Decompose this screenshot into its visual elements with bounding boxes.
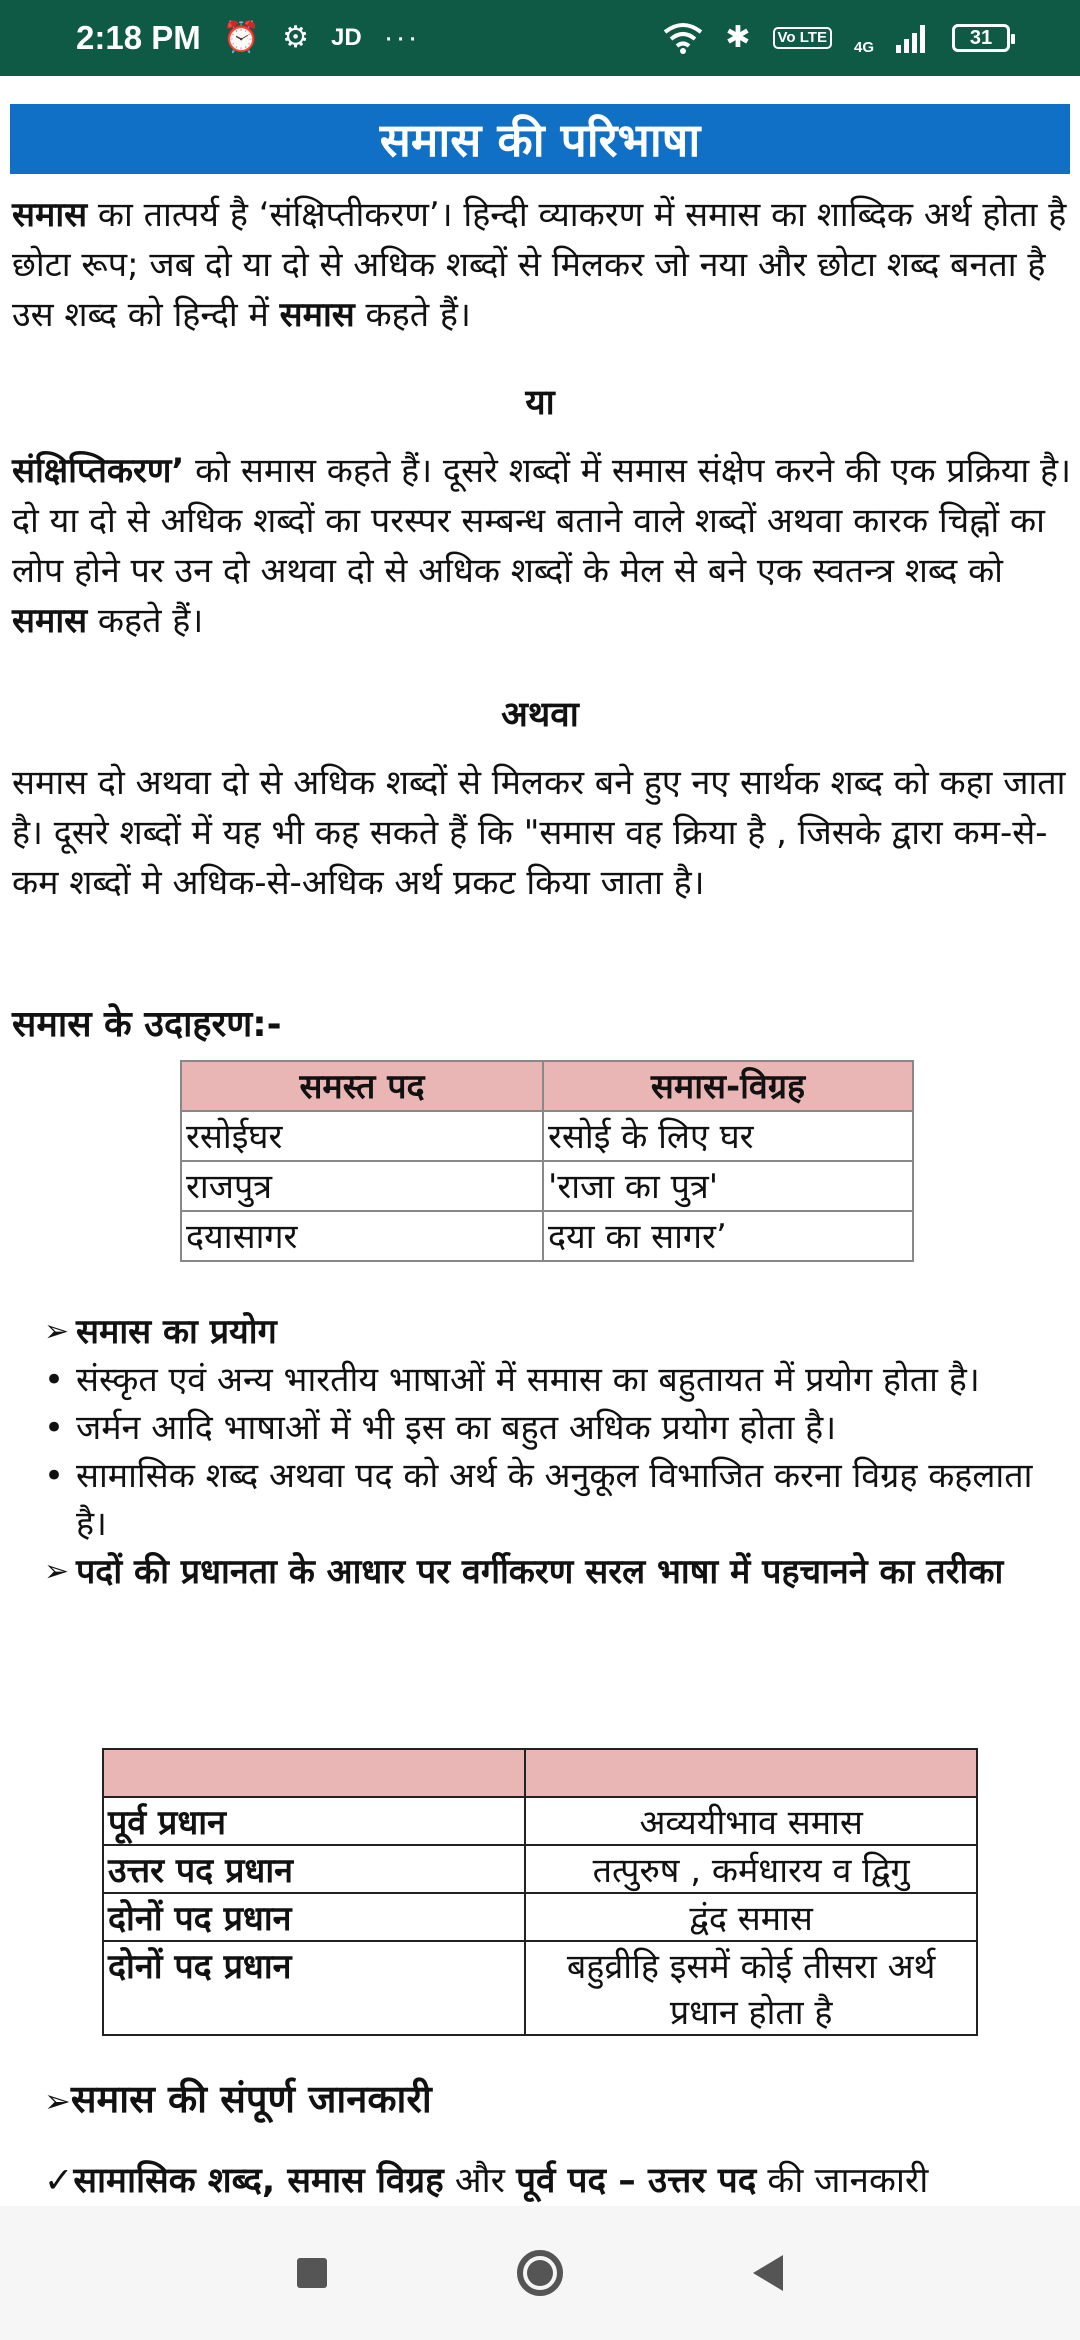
athava-divider: अथवा — [501, 695, 579, 735]
volte-badge: Vo LTE — [773, 27, 832, 49]
examples-heading: समास के उदाहरण:- — [12, 1004, 282, 1045]
arrow-bullet-icon: ➢ — [44, 1314, 70, 1349]
table-cell: तत्पुरुष , कर्मधारय व द्विगु — [525, 1845, 977, 1893]
list-heading-text: समास का प्रयोग — [76, 1312, 277, 1352]
term-samas: समास — [279, 295, 355, 335]
table-cell: दया का सागर’ — [543, 1211, 913, 1261]
network-type: 4G — [853, 38, 874, 56]
clock: 2:18 PM — [76, 19, 201, 56]
text: और — [443, 2161, 517, 2201]
status-left — [76, 19, 420, 57]
table-row — [103, 1941, 977, 2035]
wifi-icon — [663, 22, 703, 54]
battery-icon: 31 — [952, 24, 1010, 52]
term-samas: समास — [12, 601, 88, 641]
home-icon — [527, 2260, 553, 2286]
or-divider: या — [525, 383, 555, 423]
table-row — [103, 1893, 977, 1941]
definition-paragraph-2 — [12, 446, 1072, 646]
usage-heading — [44, 1308, 1064, 1356]
last-line — [44, 2156, 928, 2203]
classification-table — [102, 1748, 978, 2036]
table-header: समास-विग्रह — [543, 1061, 913, 1111]
definition-paragraph-1 — [12, 190, 1072, 340]
paragraph-text: कहते हैं। — [354, 295, 471, 335]
table-cell: दोनों पद प्रधान — [103, 1941, 525, 2035]
bold-text: पूर्व पद – उत्तर पद — [516, 2161, 757, 2201]
complete-info-heading — [44, 2072, 432, 2124]
table-cell: पूर्व प्रधान — [103, 1797, 525, 1845]
list-item-text: संस्कृत एवं अन्य भारतीय भाषाओं में समास का बहुतायत में प्रयोग होता है। — [76, 1360, 980, 1400]
table-cell: 'राजा का पुत्र' — [543, 1161, 913, 1211]
table-row — [181, 1161, 913, 1211]
bluetooth-icon: ✱ — [725, 21, 751, 54]
page-title: समास की परिभाषा — [10, 104, 1070, 174]
table-row — [181, 1111, 913, 1161]
paragraph-text: कहते हैं। — [87, 601, 204, 641]
table-cell: दयासागर — [181, 1211, 543, 1261]
text: की जानकारी — [756, 2161, 929, 2201]
bullet-icon: • — [44, 1456, 65, 1496]
term-sankshiptikaran: संक्षिप्तिकरण’ — [12, 451, 185, 491]
table-cell: उत्तर पद प्रधान — [103, 1845, 525, 1893]
back-button[interactable] — [753, 2255, 783, 2291]
table-row — [103, 1845, 977, 1893]
more-notifications-icon: ··· — [383, 21, 420, 54]
list-item — [44, 1452, 1064, 1548]
home-button[interactable] — [517, 2250, 563, 2296]
table-cell: रसोईघर — [181, 1111, 543, 1161]
bold-text: सामासिक शब्द, समास विग्रह — [73, 2161, 444, 2201]
table-cell: अव्ययीभाव समास — [525, 1797, 977, 1845]
list-item — [44, 1404, 1064, 1452]
carrier-badge: JD — [330, 24, 362, 51]
check-icon: ✓ — [44, 2161, 74, 2201]
list-item-text: सामासिक शब्द अथवा पद को अर्थ के अनुकूल विभाजित करना विग्रह कहलाता है। — [76, 1456, 1033, 1544]
table-cell: द्वंद समास — [525, 1893, 977, 1941]
examples-table — [180, 1060, 914, 1262]
article-content[interactable] — [0, 76, 1080, 2206]
recents-button[interactable] — [297, 2258, 327, 2288]
table-header — [103, 1749, 525, 1797]
alarm-icon: ⏰ — [222, 21, 261, 54]
table-row — [103, 1797, 977, 1845]
signal-icon — [896, 23, 930, 53]
arrow-bullet-icon: ➢ — [44, 1554, 70, 1589]
arrow-bullet-icon: ➢ — [44, 2082, 71, 2120]
usage-list — [44, 1308, 1064, 1596]
paragraph-text: का तात्पर्य है ‘संक्षिप्तीकरण’। हिन्दी व्याकरण में समास का शाब्दिक अर्थ होता है छोटा रूप; जब दो या दो से अधिक शब्दों से मिलकर जो नया और छोटा शब्द बनता है उस शब्द को हिन्दी में — [12, 195, 1067, 335]
bullet-icon: • — [44, 1408, 65, 1448]
navigation-bar — [0, 2206, 1080, 2340]
classification-heading — [44, 1548, 1064, 1596]
bullet-icon: • — [44, 1360, 65, 1400]
term-samas: समास — [12, 195, 88, 235]
table-cell: राजपुत्र — [181, 1161, 543, 1211]
definition-paragraph-3: समास दो अथवा दो से अधिक शब्दों से मिलकर बने हुए नए सार्थक शब्द को कहा जाता है। दूसरे शब्दों में यह भी कह सकते हैं कि "समास वह क्रिया है , जिसके द्वारा कम-से-कम शब्दों मे अधिक-से-अधिक अर्थ प्रकट किया जाता है। — [12, 763, 1066, 903]
table-cell: बहुव्रीहि इसमें कोई तीसरा अर्थ प्रधान होता है — [525, 1941, 977, 2035]
list-item — [44, 1356, 1064, 1404]
table-header-row — [103, 1749, 977, 1797]
list-heading-text: पदों की प्रधानता के आधार पर वर्गीकरण सरल भाषा में पहचानने का तरीका — [76, 1552, 1004, 1592]
paragraph-text: को समास कहते हैं। दूसरे शब्दों में समास संक्षेप करने की एक प्रक्रिया है। दो या दो से अधिक शब्दों का परस्पर सम्बन्ध बताने वाले शब्दों अथवा कारक चिह्नों का लोप होने पर उन दो अथवा दो से अधिक शब्दों के मेल से बने एक स्वतन्त्र शब्द को — [12, 451, 1071, 591]
status-right — [663, 21, 1010, 56]
table-header — [525, 1749, 977, 1797]
table-cell: दोनों पद प्रधान — [103, 1893, 525, 1941]
table-cell: रसोई के लिए घर — [543, 1111, 913, 1161]
heading-text: समास की संपूर्ण जानकारी — [70, 2077, 432, 2121]
table-header-row — [181, 1061, 913, 1111]
table-row — [181, 1211, 913, 1261]
table-header: समस्त पद — [181, 1061, 543, 1111]
list-item-text: जर्मन आदि भाषाओं में भी इस का बहुत अधिक प्रयोग होता है। — [76, 1408, 837, 1448]
settings-gear-icon: ⚙ — [282, 21, 309, 54]
status-bar — [0, 0, 1080, 76]
